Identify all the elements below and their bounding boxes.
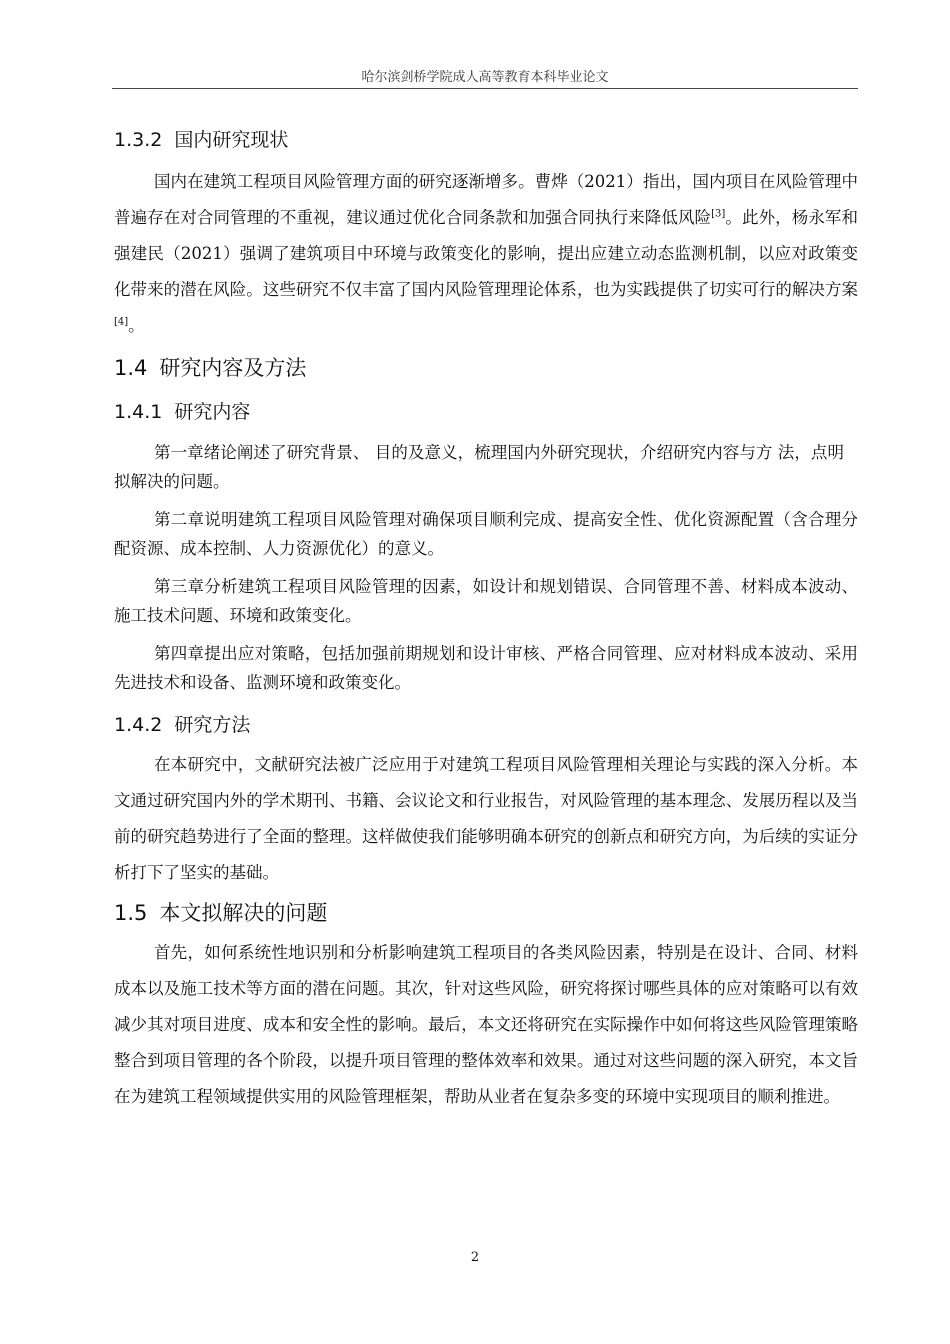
heading-number: 1.4 xyxy=(114,356,148,380)
citation-ref: [3] xyxy=(711,208,726,220)
running-header: 哈尔滨剑桥学院成人高等教育本科毕业论文 xyxy=(361,70,609,85)
page-number: 2 xyxy=(470,1250,480,1265)
header-divider xyxy=(112,88,858,89)
paragraph xyxy=(114,164,858,344)
paragraph: 首先，如何系统性地识别和分析影响建筑工程项目的各类风险因素，特别是在设计、合同、材料成本以及施工技术等方面的潜在问题。其次，针对这些风险，研究将探讨哪些具体的应对策略可以有效减少其对项目进度、成本和安全性的影响。最后，本文还将研究在实际操作中如何将这些风险管理策略整合到项目管理的各个阶段，以提升项目管理的整体效率和效果。通过对这些问题的深入研究，本文旨在为建筑工程领域提供实用的风险管理框架，帮助从业者在复杂多变的环境中实现项目的顺利推进。 xyxy=(114,943,858,1106)
paragraph: 第四章提出应对策略，包括加强前期规划和设计审核、严格合同管理、应对材料成本波动、采用先进技术和设备、监测环境和政策变化。 xyxy=(114,644,858,692)
paragraph: 在本研究中，文献研究法被广泛应用于对建筑工程项目风险管理相关理论与实践的深入分析。本文通过研究国内外的学术期刊、书籍、会议论文和行业报告，对风险管理的基本理念、发展历程以及当前的研究趋势进行了全面的整理。这样做使我们能够明确本研究的创新点和研究方向，为后续的实证分析打下了坚实的基础。 xyxy=(114,755,858,882)
paragraph-text: 。此外，杨永军和强建民（2021）强调了建筑项目中环境与政策变化的影响，提出应建立动态监测机制，以应对政策变化带来的潜在风险。这些研究不仅丰富了国内风险管理理论体系，也为实践提供了切实可行的解决方案 xyxy=(114,208,859,299)
heading-title: 本文拟解决的问题 xyxy=(159,901,328,925)
heading-title: 研究内容 xyxy=(174,401,251,423)
heading-number: 1.4.2 xyxy=(114,714,163,736)
paragraph: 第三章分析建筑工程项目风险管理的因素，如设计和规划错误、合同管理不善、材料成本波动、施工技术问题、环境和政策变化。 xyxy=(114,577,858,625)
heading-1-5 xyxy=(114,897,858,929)
heading-1-4-1 xyxy=(114,398,858,426)
heading-number: 1.4.1 xyxy=(114,401,163,423)
heading-number: 1.5 xyxy=(114,901,148,925)
heading-number: 1.3.2 xyxy=(114,129,163,151)
citation-ref: [4] xyxy=(114,316,129,328)
paragraph: 第一章绪论阐述了研究背景、 目的及意义，梳理国内外研究现状，介绍研究内容与方 法，点明拟解决的问题。 xyxy=(114,443,844,491)
heading-title: 研究方法 xyxy=(174,714,251,736)
heading-1-3-2 xyxy=(114,126,858,154)
document-body xyxy=(114,120,858,1115)
heading-title: 国内研究现状 xyxy=(174,129,289,151)
heading-1-4 xyxy=(114,352,858,384)
paragraph-text: 。 xyxy=(128,316,145,335)
paragraph-text: 国内在建筑工程项目风险管理方面的研究逐渐增多。曹烨（2021）指出，国内项目在风险管理中普遍存在对合同管理的不重视，建议通过优化合同条款和加强合同执行来降低风险 xyxy=(114,172,858,227)
paragraph: 第二章说明建筑工程项目风险管理对确保项目顺利完成、提高安全性、优化资源配置（含合理分配资源、成本控制、人力资源优化）的意义。 xyxy=(114,510,858,558)
heading-1-4-2 xyxy=(114,711,858,739)
heading-title: 研究内容及方法 xyxy=(159,356,307,380)
